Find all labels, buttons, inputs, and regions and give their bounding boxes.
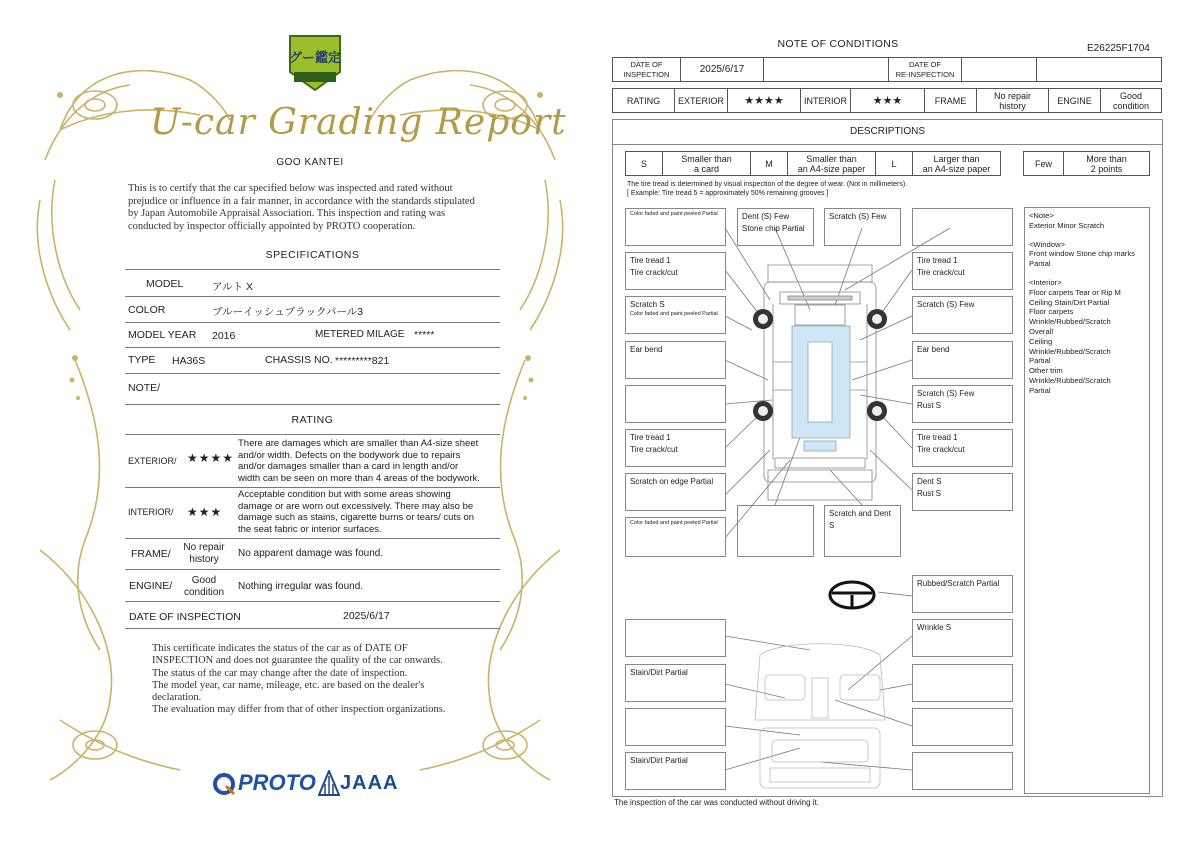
label-line: INSPECTION [623,69,670,79]
intro-line: prejudice or influence in a fair manner, in accordance with the standards stipulated [128,195,475,207]
type-label: TYPE [128,354,156,366]
damage-box-left-front-tire [625,252,726,290]
box-line: Rust S [917,401,942,410]
report-title: U-car Grading Report [150,102,567,143]
value-line: No repair [993,90,1031,101]
damage-box-front-bumper [737,208,814,246]
desc-line: damage or are worn out excessively. There may also be [238,500,474,512]
interior-box-steering: Rubbed/Scratch Partial [912,575,1013,613]
legend-line: Larger than [933,153,980,164]
model-year-label: MODEL YEAR [128,329,197,341]
report-subtitle: GOO KANTEI [276,157,344,168]
desc-line: width can be seen on more than 4 areas of the bodywork. [238,472,480,484]
desc-line: damage such as stains, cigarette burns or tears/ cuts on [238,512,475,523]
frame-description: No apparent damage was found. [238,548,384,559]
note-line: Other trim [1029,366,1063,376]
chassis-label: CHASSIS NO. [265,354,333,366]
damage-box-rear-left: Color faded and paint peeled Partial [625,517,726,557]
note-spacer [1029,269,1145,278]
legend-line: an A4-size paper [922,163,991,174]
engine-value-line: Good [191,575,217,586]
note-line: Partial [1029,385,1051,395]
value-line: history [999,100,1026,111]
damage-box-right-door [912,385,1013,423]
interior-label: INTERIOR [800,88,851,113]
box-line: Tire tread 1 [630,433,671,442]
box-line: Tire tread 1 [917,433,958,442]
damage-box-left-rear: Scratch on edge Partial [625,473,726,511]
color-value: ブルーイッシュブラックパール3 [212,306,363,318]
chassis-value: *********821 [335,355,390,367]
desc-line: the seat fabric or interior surfaces. [238,523,382,535]
interior-stars: ★★★ [850,88,925,113]
note-line: Wrinkle/Rubbed/Scratch [1029,375,1111,385]
box-line: Tire crack/cut [917,445,965,454]
note-line: Wrinkle/Rubbed/Scratch [1029,317,1111,327]
box-line: Tire crack/cut [630,268,678,277]
legend-line: Smaller than [806,153,857,164]
frame-value-line: No repair [183,542,225,553]
model-year-value: 2016 [212,330,236,342]
damage-box-back-door: Scratch and Dent S [824,505,901,557]
engine-description: Nothing irregular was found. [238,581,364,592]
damage-box-right-rear-tire [912,429,1013,467]
interior-stars: ★★★ [187,505,223,519]
legend-s: S [625,151,663,176]
conditions-title: NOTE OF CONDITIONS [777,38,899,50]
box-line: Dent (S) Few [742,212,790,221]
legend-line: a card [693,163,719,174]
legend-l: L [875,151,913,176]
frame-label: FRAME/ [131,548,171,560]
footer-line: The status of the car may change after the date of inspection. [152,667,408,679]
date-of-inspection-value: 2025/6/17 [680,57,764,82]
interior-box-ceiling [625,619,726,657]
damage-box-front-right [912,208,1013,246]
intro-line: This is to certify that the car specified below was inspected and rated without [128,183,453,194]
steering-wheel-icon [830,582,874,608]
exterior-stars: ★★★★ [187,451,235,465]
interior-box-floor [625,708,726,746]
note-line: Ceiling Stain/Dirt Partial [1029,297,1110,307]
damage-box-front-left: Color faded and paint peeled Partial [625,208,726,246]
engine-label: ENGINE/ [129,580,173,592]
jaaa-logo-text: JAAA [340,772,399,794]
damage-box-left-door [625,385,726,423]
frame-value-line: history [189,553,219,565]
mileage-value: ***** [414,329,435,341]
mileage-label: METERED MILAGE [315,329,405,340]
desc-line: and/or width. Defects on the bodywork due to repairs [238,449,461,461]
date-value: 2025/6/17 [343,610,390,622]
type-value: HA36S [172,355,206,367]
damage-box-left-rear-tire [625,429,726,467]
legend-few: Few [1023,151,1064,176]
tread-line: [ Example: Tire tread 5 = approximately 50% remaining grooves ] [627,190,829,197]
footer-line: The evaluation may differ from that of other inspection organizations. [152,704,446,716]
notes-panel [1024,207,1150,794]
specifications-heading: SPECIFICATIONS [265,249,360,261]
engine-value-line: condition [183,586,225,598]
note-line: Exterior Minor Scratch [1029,220,1105,230]
note-line: Wrinkle/Rubbed/Scratch [1029,346,1111,356]
color-label: COLOR [128,304,166,316]
note-line: Floor carpets [1029,307,1074,317]
damage-box-left-fender [625,296,726,334]
legend-line: 2 points [1090,163,1123,174]
descriptions-heading: DESCRIPTIONS [612,119,1163,145]
frame-label: FRAME [924,88,977,113]
box-line: Stone chip Partial [742,224,805,233]
damage-box-hood: Scratch (S) Few [824,208,901,246]
interior-box-rear-right [912,752,1013,790]
note-line: <Note> [1029,211,1054,220]
note-line: Front window Stone chip marks [1029,249,1135,259]
damage-box-right-fender: Scratch (S) Few [912,296,1013,334]
interior-plan-view [755,644,885,788]
legend-line: Smaller than [681,153,732,164]
box-line: Tire crack/cut [630,445,678,454]
label-line: DATE OF [630,59,663,69]
note-line: Floor carpets Tear or Rip M [1029,287,1121,297]
damage-box-right-rear [912,473,1013,511]
value-line: condition [1112,100,1150,111]
box-line: Dent S [917,477,942,486]
engine-label: ENGINE [1048,88,1101,113]
damage-box-rear-bumper [737,505,814,557]
note-label: NOTE/ [128,382,161,394]
interior-box-front-seat: Stain/Dirt Partial [625,664,726,702]
footer-line: declaration. [152,692,202,704]
badge-text: グー鑑定 [288,51,342,66]
box-line: Color faded and paint peeled Partial [630,311,718,317]
value-line: Good [1119,90,1143,101]
rating-heading: RATING [291,414,334,426]
roof-inner [808,342,832,422]
desc-line: and/or damages smaller than a card in length and/or [238,461,459,472]
model-label: MODEL [146,278,184,290]
rating-label: RATING [612,88,675,113]
exterior-label: EXTERIOR [674,88,728,113]
legend-m: M [750,151,788,176]
note-line: Partial [1029,259,1051,269]
note-line: <Interior> [1029,277,1062,287]
proto-logo-text: PROTO [238,770,316,795]
exterior-stars: ★★★★ [727,88,801,113]
label-line: DATE OF [909,59,941,69]
driving-note: The inspection of the car was conducted without driving it. [614,798,819,807]
desc-line: There are damages which are smaller than A4-size sheet [238,438,479,449]
box-line: Tire tread 1 [630,256,671,265]
label-line: RE-INSPECTION [895,69,955,79]
damage-box-right-front-tire [912,252,1013,290]
footer-line: The model year, car name, mileage, etc. are based on the dealer's [152,679,425,691]
tread-line: The tire tread is determined by visual inspection of the degree of wear. (Not in millimeters). [627,181,908,188]
interior-box-console [912,708,1013,746]
exterior-label: EXTERIOR/ [128,456,177,466]
box-line: Scratch S [630,300,665,309]
note-line: <Window> [1029,239,1065,249]
box-line: Rust S [917,489,942,498]
legend-line: More than [1086,153,1127,164]
desc-line: Acceptable condition but with some areas showing [238,489,451,500]
box-line: Tire tread 1 [917,256,958,265]
note-line: Overall [1029,326,1054,336]
rear-window [804,441,836,451]
interior-label: INTERIOR/ [128,507,174,517]
interior-box-right-front [912,664,1013,702]
legend-line: an A4-size paper [797,163,866,174]
interior-box-rear-seat: Stain/Dirt Partial [625,752,726,790]
note-line: Ceiling [1029,336,1053,346]
date-label: DATE OF INSPECTION [129,611,241,623]
interior-box-dashboard: Wrinkle S [912,619,1013,657]
box-line: Tire crack/cut [917,268,965,277]
note-line: Partial [1029,356,1051,366]
report-id: E26225F1704 [1087,43,1150,54]
footer-line: This certificate indicates the status of the car as of DATE OF [152,643,408,654]
footer-line: INSPECTION and does not guarantee the quality of the car onwards. [152,655,443,667]
note-spacer [1029,231,1145,240]
damage-box-left-mirror: Ear bend [625,341,726,379]
box-line: Scratch (S) Few [917,389,975,398]
damage-box-right-mirror: Ear bend [912,341,1013,379]
intro-line: conducted by inspector officially appointed by PROTO cooperation. [128,220,416,232]
intro-line: by Japan Automobile Appraisal Association. This inspection and rating was [128,208,446,219]
model-value: アルト X [212,281,254,293]
